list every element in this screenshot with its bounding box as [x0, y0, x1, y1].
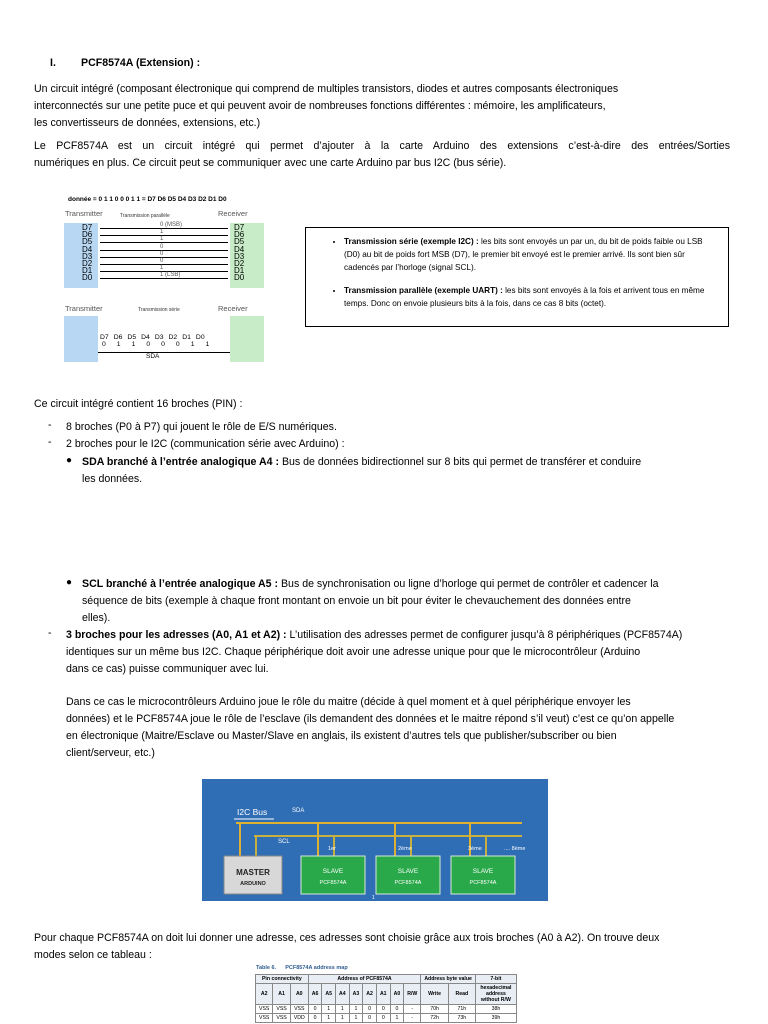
- table-cell: 1: [336, 1005, 350, 1014]
- table-row: [256, 1005, 517, 1014]
- serial-bit-value: 1: [205, 341, 210, 348]
- bit-label: D6: [234, 230, 245, 240]
- sda-text-1: Bus de données bidirectionnel sur 8 bits qui permet de transférer et conduire: [279, 456, 642, 468]
- bit-label: D3: [234, 251, 245, 261]
- table-cell: 70h: [421, 1005, 448, 1014]
- table-cell: 1: [322, 1005, 336, 1014]
- table-header: A1: [376, 984, 390, 1005]
- bit-line: [100, 228, 228, 229]
- address-line-3: dans ce cas) puisse communiquer avec lui.: [66, 663, 269, 675]
- bullet: ●: [66, 577, 73, 588]
- slave-rank-2: 2ème: [398, 846, 412, 852]
- note-serial: [344, 235, 720, 274]
- serial-title: Transmission série: [138, 307, 180, 313]
- address-title: 3 broches pour les adresses (A0, A1 et A2) :: [66, 629, 287, 641]
- serial-line: [98, 352, 230, 353]
- bit-value: 1 (LSB): [160, 272, 181, 279]
- table-cell: 1: [349, 1005, 363, 1014]
- note-serial-title: Transmission série (exemple I2C) :: [344, 237, 479, 246]
- serial-bit-label: D6: [113, 334, 123, 341]
- note-parallel-text: les bits sont envoyés à la fois et arrivent tous en même temps. Donc on envoie plusieurs bits à la fois, dans ce cas 8 bits (octet).: [344, 286, 705, 308]
- table-cell: 1: [336, 1014, 350, 1023]
- serial-bit-value: 1: [116, 341, 121, 348]
- address-line-1: [66, 627, 682, 644]
- table-header: R/W: [404, 984, 421, 1005]
- table-header: A2: [363, 984, 377, 1005]
- bit-value: 1: [160, 229, 164, 236]
- bit-label: D5: [234, 237, 245, 247]
- sda-line-2: les données.: [82, 473, 143, 485]
- table-group-header: 7-bit: [475, 975, 516, 984]
- note-parallel-title: Transmission parallèle (exemple UART) :: [344, 286, 503, 295]
- bit-line: [100, 250, 228, 251]
- table-cell: 0: [363, 1014, 377, 1023]
- table-header: A1: [273, 984, 290, 1005]
- intro-line-2: interconnectés sur une petite puce et qui peuvent avoir de nombreuses fonctions différentes : mémoire, les amplificateurs,: [34, 100, 606, 112]
- table-cell: 0: [390, 1005, 404, 1014]
- slave-block-1: [301, 856, 365, 894]
- bit-line: [100, 278, 228, 279]
- bit-value: 1: [160, 236, 164, 243]
- table-cell: 0: [376, 1014, 390, 1023]
- pin-list-item: 2 broches pour le I2C (communication série avec Arduino) :: [66, 438, 345, 450]
- table-cell: -: [404, 1014, 421, 1023]
- serial-bit-label: D7: [100, 334, 109, 341]
- note-serial-text: les bits sont envoyés un par un, du bit de poids faible ou LSB (D0) au bit de poids fort MSB (D7), le premier bit envoyé est le premier arrivé. Ils sont bien sûr cadencés par l’horloge (signal SCL).: [344, 237, 703, 272]
- parallel-row: [82, 272, 262, 283]
- serial-bit-values: [102, 341, 209, 348]
- table-cell: 71h: [448, 1005, 475, 1014]
- table-cell: 73h: [448, 1014, 475, 1023]
- parallel-receiver-label: Receiver: [218, 209, 248, 218]
- sda-title: SDA branché à l’entrée analogique A4 :: [82, 456, 280, 468]
- table-header: A3: [349, 984, 363, 1005]
- scl-line-1: [82, 576, 658, 593]
- address-text-1: L’utilisation des adresses permet de configurer jusqu’à 8 périphériques (PCF8574A): [286, 629, 683, 641]
- slave-title-1: SLAVE: [322, 868, 344, 875]
- serial-bit-value: 0: [175, 341, 180, 348]
- outro-line-2: modes selon ce tableau :: [34, 949, 152, 961]
- table-header: A6: [308, 984, 322, 1005]
- list-dash: -: [48, 436, 52, 448]
- table-cell: 1: [349, 1014, 363, 1023]
- bit-label: D7: [234, 223, 245, 232]
- last-slave-label: .... 8ème: [504, 846, 526, 852]
- parallel-bits: [82, 222, 262, 283]
- table-cell: VDD: [290, 1014, 308, 1023]
- bit-label: D1: [82, 266, 93, 276]
- table-cell: 0: [376, 1005, 390, 1014]
- bit-label: D4: [82, 244, 93, 254]
- sda-line-1: [82, 454, 641, 471]
- slave-subtitle-1: PCF8574A: [319, 880, 347, 886]
- master-slave-line-4: client/serveur, etc.): [66, 747, 155, 759]
- description-line-1: Le PCF8574A est un circuit intégré qui permet d’ajouter à la carte Arduino des extensions c’est-à-dire des entrées/Sorties: [34, 140, 730, 152]
- serial-bit-value: 0: [102, 341, 106, 348]
- parallel-transmitter-label: Transmitter: [65, 209, 103, 218]
- table-cell: 38h: [475, 1005, 516, 1014]
- serial-bit-label: D0: [195, 334, 205, 341]
- serial-bit-value: 1: [131, 341, 136, 348]
- bit-label: D0: [234, 273, 245, 283]
- table-cell: 0: [363, 1005, 377, 1014]
- bit-value: 0: [160, 250, 164, 257]
- intro-line-1: Un circuit intégré (composant électronique qui comprend de multiples transistors, diodes et autres composants électroniques: [34, 83, 619, 95]
- serial-bit-value: 0: [161, 341, 165, 348]
- bit-value: 0 (MSB): [160, 222, 183, 228]
- bit-label: D2: [234, 258, 245, 268]
- scl-text-1: Bus de synchronisation ou ligne d’horloge qui permet de contrôler et cadencer la: [278, 578, 659, 590]
- scl-line-2: séquence de bits (exemple à chaque front montant on envoie un bit pour éviter le chevauchement des données entre: [82, 595, 631, 607]
- bit-label: D6: [82, 230, 93, 240]
- i2c-bus-figure: [202, 779, 548, 901]
- note-parallel: [344, 284, 720, 310]
- section-heading: [50, 57, 200, 69]
- outro-line-1: Pour chaque PCF8574A on doit lui donner une adresse, ces adresses sont choisie grâce aux trois broches (A0 à A2). On trouve deux: [34, 932, 660, 944]
- bit-label: D4: [234, 244, 245, 254]
- bit-line: [100, 242, 228, 243]
- table-caption: Table 6. PCF8574A address map: [256, 965, 348, 971]
- table-cell: -: [404, 1005, 421, 1014]
- description-line-2: numériques en plus. Ce circuit peut se communiquer avec une carte Arduino par bus I2C (bus série).: [34, 157, 507, 169]
- bit-label: D3: [82, 251, 93, 261]
- serial-bit-label: D1: [182, 334, 191, 341]
- table-group-header: Pin connectivity: [256, 975, 309, 984]
- serial-bit-label: D2: [168, 334, 178, 341]
- serial-bit-label: D5: [127, 334, 137, 341]
- bit-label: D5: [82, 237, 93, 247]
- serial-bits: [100, 334, 209, 348]
- serial-bit-label: D4: [141, 334, 150, 341]
- slave-block-2: [376, 856, 440, 894]
- serial-receiver-label: Receiver: [218, 304, 248, 313]
- table-header-row: [256, 984, 517, 1005]
- master-slave-line-1: Dans ce cas le microcontrôleurs Arduino joue le rôle du maitre (décide à quel moment et à quel périphérique envoyer les: [66, 696, 631, 708]
- table-cell: VSS: [256, 1014, 273, 1023]
- figure-page-number: 1: [372, 895, 375, 901]
- serial-line-label: SDA: [146, 353, 160, 360]
- transmission-figure: [62, 196, 272, 364]
- bit-label: D0: [82, 273, 93, 283]
- bit-label: D1: [234, 266, 245, 276]
- bit-line: [100, 257, 228, 258]
- table-cell: VSS: [256, 1005, 273, 1014]
- bit-label: D2: [82, 258, 93, 268]
- table-cell: VSS: [273, 1014, 290, 1023]
- parallel-title: Transmission parallèle: [120, 213, 170, 219]
- heading-title: PCF8574A (Extension) :: [81, 57, 201, 69]
- heading-number: I.: [50, 57, 56, 69]
- table-group-header: Address byte value: [421, 975, 476, 984]
- list-dash: -: [48, 627, 52, 639]
- bit-value: 1: [160, 265, 164, 272]
- slave-rank-1: 1er: [328, 846, 336, 852]
- bit-value: 0: [160, 243, 164, 250]
- serial-transmitter-label: Transmitter: [65, 304, 103, 313]
- address-map-table: [255, 974, 517, 1023]
- master-slave-line-2: données) et le PCF8574A joue le rôle de l’esclave (ils demandent des données et le maitre répond s’il veut) c’est ce qu’on appelle: [66, 713, 675, 725]
- bit-line: [100, 235, 228, 236]
- table-cell: 1: [322, 1014, 336, 1023]
- bit-label: D7: [82, 223, 93, 232]
- slave-title-2: SLAVE: [397, 868, 419, 875]
- scl-line-3: elles).: [82, 612, 111, 624]
- master-subtitle: ARDUINO: [240, 881, 266, 887]
- table-group-header: Address of PCF8574A: [308, 975, 421, 984]
- table-header: Write: [421, 984, 448, 1005]
- sda-label: SDA: [292, 808, 305, 814]
- table-cell: 1: [390, 1014, 404, 1023]
- master-title: MASTER: [236, 868, 270, 877]
- table-header: Read: [448, 984, 475, 1005]
- bit-value: 0: [160, 257, 164, 264]
- table-cell: 0: [308, 1014, 322, 1023]
- table-group-row: [256, 975, 517, 984]
- list-dash: -: [48, 419, 52, 431]
- bullet: ●: [66, 455, 73, 466]
- master-slave-line-3: en électronique (Maitre/Esclave ou Master/Slave en anglais, ils existent d’autres tels que publisher/subscriber ou bien: [66, 730, 617, 742]
- slave-block-3: [451, 856, 515, 894]
- i2c-bus-label: I2C Bus: [237, 807, 268, 817]
- slave-subtitle-3: PCF8574A: [469, 880, 497, 886]
- table-header: A4: [336, 984, 350, 1005]
- serial-receiver-block: [230, 316, 264, 362]
- pins-intro: Ce circuit intégré contient 16 broches (PIN) :: [34, 398, 243, 410]
- serial-bit-labels: [100, 334, 209, 341]
- bit-line: [100, 264, 228, 265]
- table-header: hexadecimal address without R/W: [475, 984, 516, 1005]
- slave-title-3: SLAVE: [472, 868, 494, 875]
- table-cell: VSS: [290, 1005, 308, 1014]
- serial-transmitter-block: [64, 316, 98, 362]
- pin-list-item: 8 broches (P0 à P7) qui jouent le rôle de E/S numériques.: [66, 421, 337, 433]
- transmission-notes-box: [305, 227, 729, 327]
- scl-label: SCL: [278, 839, 290, 845]
- table-header: A0: [290, 984, 308, 1005]
- data-label: donnée = 0 1 1 0 0 0 1 1 = D7 D6 D5 D4 D3 D2 D1 D0: [68, 196, 227, 203]
- table-header: A0: [390, 984, 404, 1005]
- serial-bit-label: D3: [154, 334, 164, 341]
- table-cell: 72h: [421, 1014, 448, 1023]
- table-row: [256, 1014, 517, 1023]
- table-header: A5: [322, 984, 336, 1005]
- table-cell: 0: [308, 1005, 322, 1014]
- address-line-2: identiques sur un même bus I2C. Chaque périphérique doit avoir une adresse unique pour que le microcontrôleur (Arduino: [66, 646, 641, 658]
- slave-subtitle-2: PCF8574A: [394, 880, 422, 886]
- serial-bit-value: 1: [190, 341, 195, 348]
- table-cell: VSS: [273, 1005, 290, 1014]
- slave-rank-3: 3ème: [468, 846, 482, 852]
- serial-bit-value: 0: [146, 341, 151, 348]
- table-cell: 39h: [475, 1014, 516, 1023]
- intro-line-3: les convertisseurs de données, extensions, etc.): [34, 117, 261, 129]
- scl-title: SCL branché à l’entrée analogique A5 :: [82, 578, 279, 590]
- table-header: A2: [256, 984, 273, 1005]
